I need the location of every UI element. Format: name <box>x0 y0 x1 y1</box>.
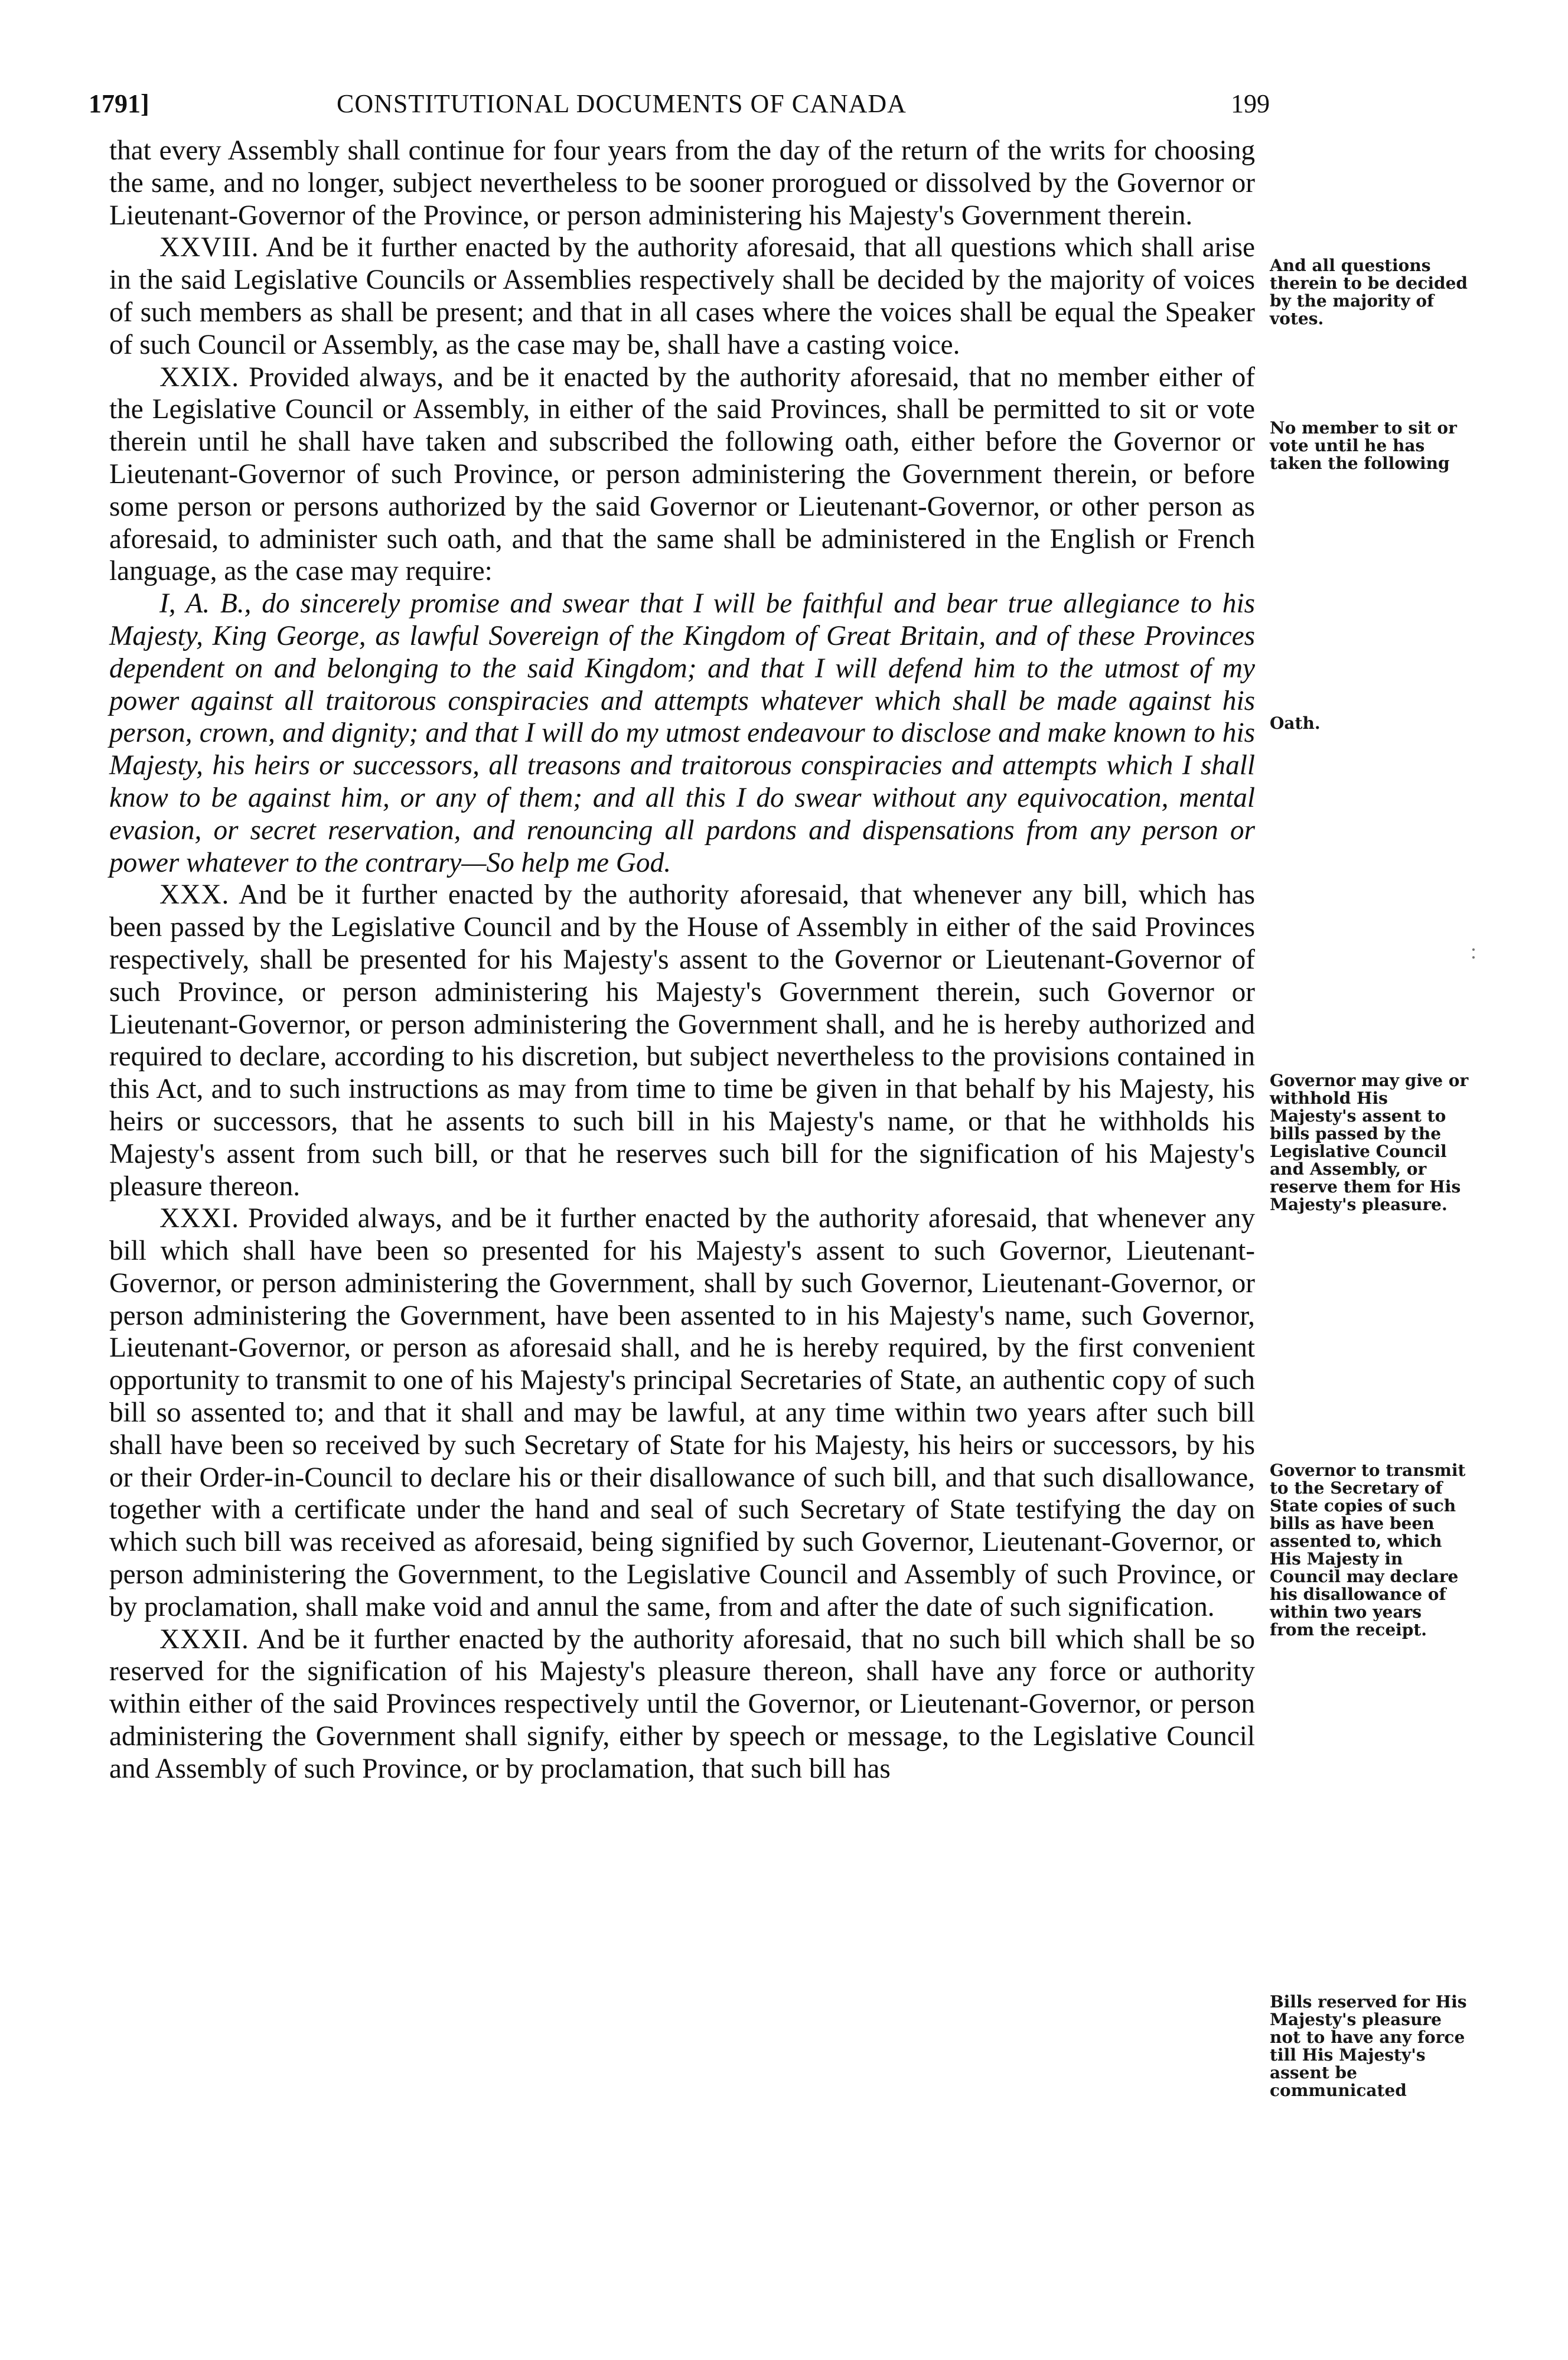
section-number: XXXII. <box>159 1624 249 1655</box>
margin-note-questions: And all questions therein to be decided by the majority of votes. <box>1270 256 1468 328</box>
section-number: XXXI. <box>159 1203 240 1234</box>
paragraph-text: I, A. B., do sincerely promise and swear that I will be faithful and bear true allegiance to his Majesty, King George, as lawful Sovereign of the Kingdom of Great Britain, and of these Provinces dependent on and belonging to the said Kingdom; and that I will defend him to the utmost of my power against all traitorous conspiracies and attempts whatever which shall be made against his person, crown, and dignity; and that I will do my utmost endeavour to disclose and make known to his Majesty, his heirs or successors, all treasons and traitorous conspiracies and attempts which I shall know to be against him, or any of them; and all this I do swear without any equivocation, mental evasion, or secret reservation, and renouncing all pardons and dispensations from any person or power whatever to the contrary—So help me God. <box>109 588 1255 878</box>
oath-text <box>109 588 1255 879</box>
paragraph-text: Provided always, and be it enacted by the authority aforesaid, that no member either of the Legislative Council or Assembly, in either of the said Provinces, shall be permitted to sit or vote therein until he shall have taken and subscribed the following oath, either before the Governor or Lieutenant-Governor of such Province, or person administering the Government therein, or before some person or persons authorized by the said Governor or Lieutenant-Governor, or other person as aforesaid, to administer such oath, and that the same shall be administered in the English or French language, as the case may require: <box>109 361 1255 587</box>
main-text <box>109 135 1255 1785</box>
section-xxx <box>109 879 1255 1202</box>
header-title: CONSTITUTIONAL DOCUMENTS OF CANADA <box>337 89 907 118</box>
page-header <box>89 89 1270 130</box>
section-xxxi <box>109 1202 1255 1623</box>
page-number: 199 <box>1231 89 1270 118</box>
section-xxviii <box>109 232 1255 361</box>
section-number: XXIX. <box>159 361 240 393</box>
margin-note-oath-required: No member to sit or vote until he has taken the following <box>1270 418 1457 473</box>
section-xxxii <box>109 1624 1255 1785</box>
paragraph-text: And be it further enacted by the authority aforesaid, that all questions which shall arise in the said Legislative Councils or Assemblies respectively shall be decided by the majority of voices of such members as shall be present; and that in all cases where the voices shall be equal the Speaker of such Council or Assembly, as the case may be, shall have a casting voice. <box>109 232 1255 360</box>
paragraph-text: Provided always, and be it further enacted by the authority aforesaid, that whenever any bill which shall have been so presented for his Majesty's assent to such Governor, Lieutenant-Governor, or person administering the Government, shall by such Governor, Lieutenant-Governor, or person administering the Government, have been assented to in his Majesty's name, such Governor, Lieutenant-Governor, or person as aforesaid shall, and he is hereby required, by the first convenient opportunity to transmit to one of his Majesty's principal Secretaries of State, an authentic copy of such bill so assented to; and that it shall and may be lawful, at any time within two years after such bill shall have been so received by such Secretary of State for his Majesty, his heirs or successors, by his or their Order-in-Council to declare his or their disallowance of such bill, and that such disallowance, together with a certificate under the hand and seal of such Secretary of State testifying the day on which such bill was received as aforesaid, being signified by such Governor, Lieutenant-Governor, or person administering the Government, to the Legislative Council and Assembly of such Province, or by proclamation, shall make void and annul the same, from and after the date of such signification. <box>109 1203 1256 1622</box>
margin-note-reserved-bills: Bills reserved for His Majesty's pleasure not to have any force till His Majesty's assent be communicated <box>1270 1992 1467 2100</box>
margin-note-assent: Governor may give or withhold His Majesty's assent to bills passed by the Legislative Council and Assembly, or reserve them for His Majesty's pleasure. <box>1270 1071 1469 1214</box>
paragraph-text: And be it further enacted by the authority aforesaid, that no such bill which shall be so reserved for the signification of his Majesty's pleasure thereon, shall have any force or authority within either of the said Provinces respectively until the Governor, or Lieutenant-Governor, or person administering the Government shall signify, either by speech or message, to the Legislative Council and Assembly of such Province, or by proclamation, that such bill has <box>109 1624 1255 1784</box>
section-number: XXX. <box>159 879 230 911</box>
stray-mark: : <box>1471 940 1477 963</box>
paragraph-continuation <box>109 135 1255 232</box>
paragraph-text: that every Assembly shall continue for four years from the day of the return of the writs for choosing the same, and no longer, subject nevertheless to be sooner prorogued or dissolved by the Governor or Lieutenant-Governor of the Province, or person administering his Majesty's Government therein. <box>109 135 1255 231</box>
margin-note-transmit: Governor to transmit to the Secretary of State copies of such bills as have been assented to, which His Majesty in Council may declare his disallowance of within two years from the receipt. <box>1270 1461 1466 1639</box>
section-number: XXVIII. <box>159 232 259 263</box>
section-xxix <box>109 361 1255 588</box>
header-year: 1791] <box>89 89 149 118</box>
margin-note-oath: Oath. <box>1270 713 1321 733</box>
paragraph-text: And be it further enacted by the authority aforesaid, that whenever any bill, which has been passed by the Legislative Council and by the House of Assembly in either of the said Provinces respectively, shall be presented for his Majesty's assent to the Governor or Lieutenant-Governor of such Province, or person administering his Majesty's Government therein, such Governor or Lieutenant-Governor, or person administering the Government shall, and he is hereby authorized and required to declare, according to his discretion, but subject nevertheless to the provisions contained in this Act, and to such instructions as may from time to time be given in that behalf by his Majesty, his heirs or successors, that he assents to such bill in his Majesty's name, or that he withholds his Majesty's assent from such bill, or that he reserves such bill for the signification of his Majesty's pleasure thereon. <box>109 879 1255 1202</box>
